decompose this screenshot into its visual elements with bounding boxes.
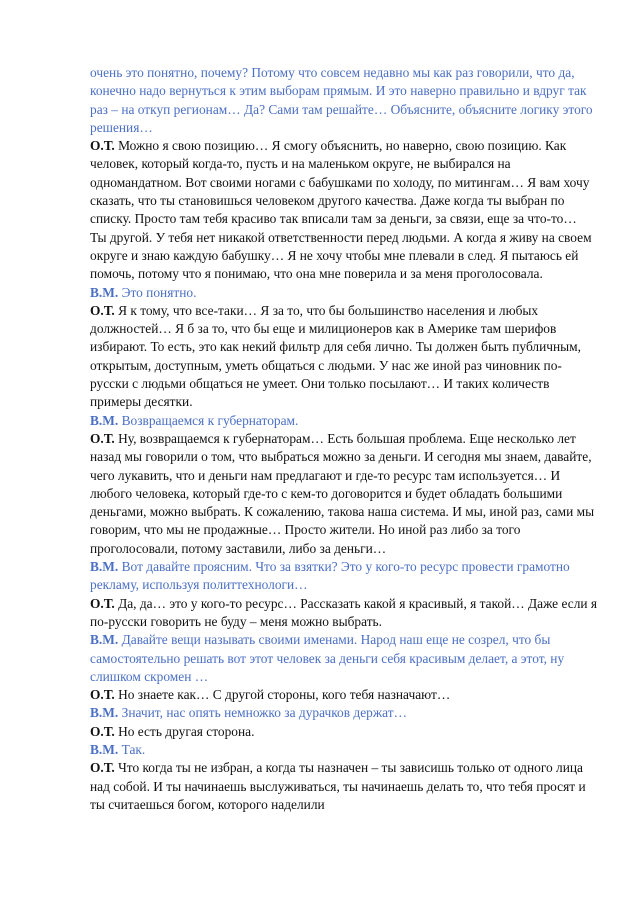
speaker-label: В.М.: [90, 284, 119, 300]
paragraph-ot: [90, 430, 598, 558]
speaker-label: О.Т.: [90, 723, 115, 739]
paragraph-vm: [90, 704, 598, 722]
paragraph-text: Да, да… это у кого-то ресурс… Рассказать какой я красивый, я такой… Даже если я по-русски говорить не буду – меня можно выбрать.: [90, 595, 598, 629]
paragraph-text: Так.: [121, 741, 146, 757]
paragraph-text: Давайте вещи называть своими именами. Народ наш еще не созрел, что бы самостоятельно решать вот этот человек за деньги себя красивым делает, а этот, ну слишком скромен …: [90, 632, 565, 684]
paragraph-text: Возвращаемся к губернаторам.: [121, 412, 299, 428]
paragraph-text: Но есть другая сторона.: [118, 723, 255, 739]
speaker-label: О.Т.: [90, 687, 115, 703]
paragraph-text: Вот давайте проясним. Что за взятки? Это у кого-то ресурс провести грамотно рекламу, используя политтехнологи…: [90, 559, 570, 593]
paragraph-text: Я к тому, что все-таки… Я за то, что бы большинство населения и любых должностей… Я б за то, что бы еще и милиционеров как в Америке там шерифов избирают. То есть, это как некий фильтр для себя лично. Ты должен быть публичным, открытым, доступным, уметь общаться с людьми. У нас же иной раз чиновник по-русски с людьми общаться не умеет. Они только посылают… И таких количеств примеры десятки.: [90, 302, 581, 410]
paragraph-text: Но знаете как… С другой стороны, кого тебя назначают…: [118, 687, 451, 703]
speaker-label: О.Т.: [90, 430, 115, 446]
speaker-label: О.Т.: [90, 138, 115, 154]
speaker-label: В.М.: [90, 559, 119, 575]
paragraph-vm: [90, 631, 598, 686]
paragraph-ot: [90, 302, 598, 412]
interview-transcript: [90, 64, 598, 814]
paragraph-ot: [90, 686, 598, 704]
paragraph-vm: [90, 412, 598, 430]
paragraph-text: Ты другой. У тебя нет никакой ответственности перед людьми. А когда я живу на своем округе и знаю каждую бабушку… Я не хочу чтобы мне плевали в след. Я пытаюсь ей помочь, потому что я понимаю, что она мне поверила и за меня проголосовала.: [90, 229, 592, 282]
paragraph-text: Ну, возвращаемся к губернаторам… Есть большая проблема. Еще несколько лет назад мы говорили о том, что выбраться можно за деньги. И сегодня мы знаем, давайте, чего лукавить, что и деньги нам предлагают и где-то ресурс там используется… И любого человека, который где-то с кем-то договорится и будет обладать большими деньгами, можно выбрать. К сожалению, такова наша система. И мы, иной раз, сами мы говорим, что мы не продажные… Просто жители. Но иной раз либо за того проголосовали, потому заставили, либо за деньги…: [90, 430, 595, 556]
speaker-label: В.М.: [90, 632, 119, 648]
paragraph-ot: [90, 595, 598, 632]
paragraph-text: Значит, нас опять немножко за дурачков держат…: [121, 705, 407, 721]
paragraph-text: Это понятно.: [121, 284, 197, 300]
paragraph-ot: [90, 137, 598, 228]
speaker-label: В.М.: [90, 741, 119, 757]
speaker-label: В.М.: [90, 705, 119, 721]
paragraph-ot: [90, 759, 598, 814]
paragraph-ot: [90, 723, 598, 741]
paragraph-vm: [90, 741, 598, 759]
paragraph-vm: [90, 558, 598, 595]
speaker-label: О.Т.: [90, 302, 115, 318]
paragraph-text: Что когда ты не избран, а когда ты назначен – ты зависишь только от одного лица над собой. И ты начинаешь выслуживаться, ты начинаешь делать то, что тебя просят и ты считаешься богом, которого наделили: [90, 760, 586, 812]
speaker-label: О.Т.: [90, 760, 115, 776]
paragraph-text: очень это понятно, почему? Потому что совсем недавно мы как раз говорили, что да, конечно надо вернуться к этим выборам прямым. И это наверно правильно и вдруг так раз – на откуп регионам… Да? Сами там решайте… Объясните, объясните логику этого решения…: [90, 65, 593, 135]
paragraph-vm: [90, 284, 598, 302]
paragraph-text: Можно я свою позицию… Я смогу объяснить, но наверно, свою позицию. Как человек, который когда-то, пусть и на маленьком округе, не выбирался на одномандатном. Вот своими ногами с бабушками по холоду, по митингам… Я вам хочу сказать, что ты становишься человеком другого качества. Даже когда ты выбран по списку. Просто там тебя красиво так вписали там за деньги, за связи, еще за что-то…: [90, 138, 590, 227]
paragraph-continuation: [90, 64, 598, 137]
paragraph-ot: [90, 229, 598, 284]
speaker-label: О.Т.: [90, 595, 115, 611]
speaker-label: В.М.: [90, 412, 119, 428]
